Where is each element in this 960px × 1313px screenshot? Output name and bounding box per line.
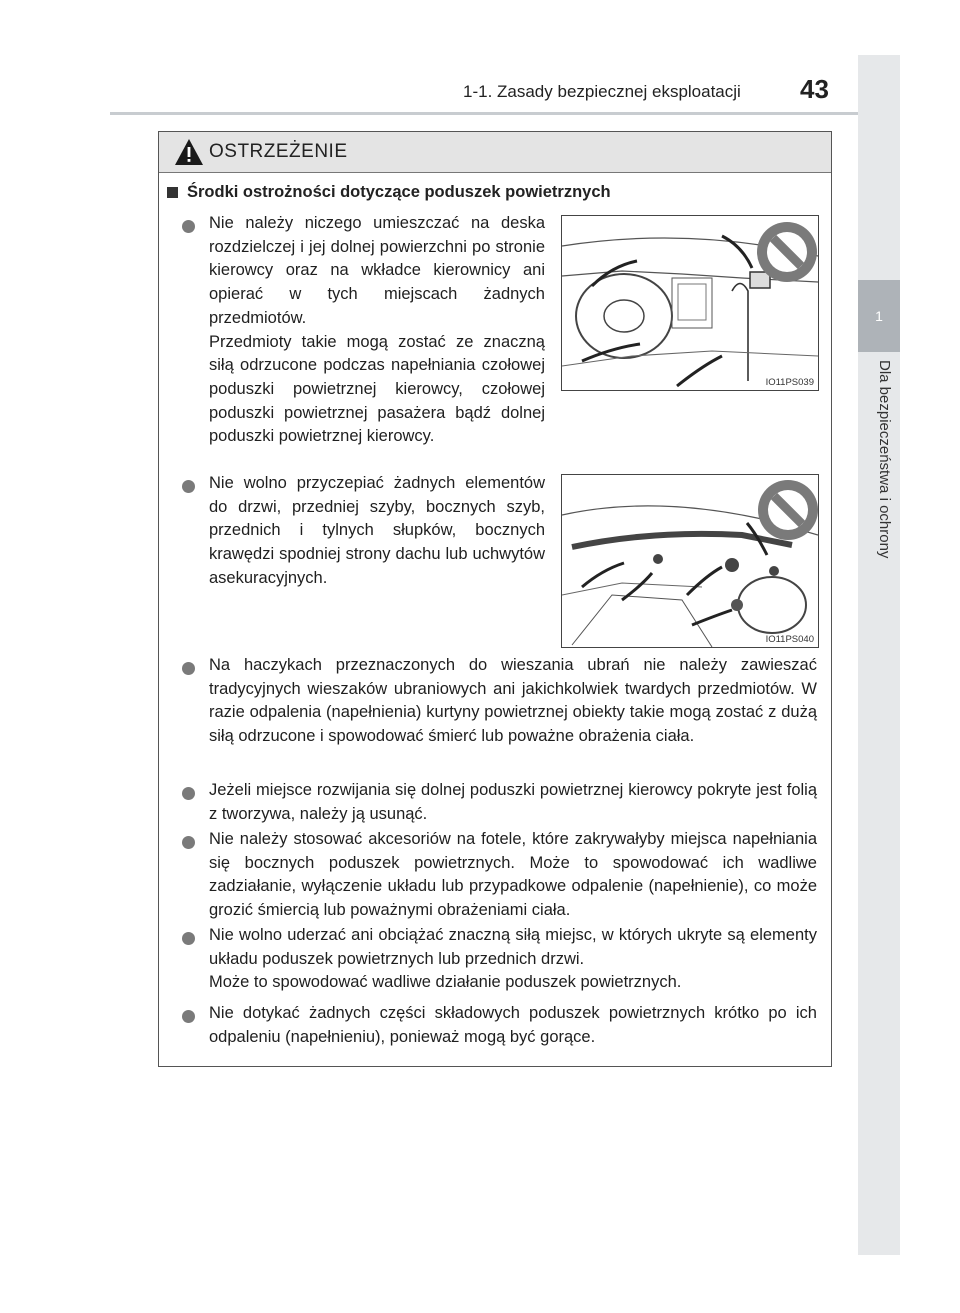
chapter-number: 1	[858, 280, 900, 352]
warning-item-6-text: Nie wolno uderzać ani obciążać znaczną siłą miejsc, w których ukryte są elementy układu poduszek powietrznych lub przednich drzwi.	[209, 926, 817, 968]
bullet-icon	[182, 662, 195, 675]
bullet-icon	[182, 480, 195, 493]
figure-code: IO11PS040	[765, 634, 814, 645]
prohibition-icon	[758, 480, 818, 540]
warning-box	[158, 131, 832, 1067]
warning-item-1	[209, 212, 545, 449]
chapter-tab	[858, 55, 900, 1255]
prohibition-icon	[757, 222, 817, 282]
warning-triangle-icon	[174, 138, 204, 166]
interior-illustration	[562, 475, 818, 647]
section-heading	[167, 183, 611, 202]
dashboard-illustration	[562, 216, 818, 390]
figure-dashboard-no-objects	[561, 215, 819, 391]
figure-door-pillars-no-objects	[561, 474, 819, 648]
warning-title: OSTRZEŻENIE	[209, 141, 348, 162]
page-number: 43	[800, 74, 829, 104]
warning-item-2: Nie wolno przyczepiać żadnych elementów do drzwi, przedniej szyby, bocznych szyb, przednich i tylnych słupków, bocznych krawędzi spodniej strony dachu lub uchwytów asekuracyjnych.	[209, 474, 545, 587]
warning-item-1-text: Nie należy niczego umieszczać na deska rozdzielczej i jej dolnej powierzchni po stronie kierowcy oraz na wkładce kierownicy ani opierać w tych miejscach żadnych przedmiotów.	[209, 214, 545, 327]
header-rule	[110, 112, 858, 115]
bullet-icon	[182, 932, 195, 945]
warning-item-6	[209, 924, 817, 995]
warning-item-3: Na haczykach przeznaczonych do wieszania ubrań nie należy zawieszać tradycyjnych wieszaków ubraniowych ani jakichkolwiek twardych przedmiotów. W razie odpalenia (napełnienia) kurtyny powietrznej obiekty takie mogą zostać z dużą siłą odrzucone i spowodować śmierć lub poważne obrażenia ciała.	[209, 656, 817, 746]
warning-item-7: Nie dotykać żadnych części składowych poduszek powietrznych krótko po ich odpaleniu (napełnieniu), ponieważ mogą być gorące.	[209, 1004, 817, 1046]
bullet-icon	[182, 220, 195, 233]
warning-item-6-continued: Może to spowodować wadliwe działanie poduszek powietrznych.	[209, 973, 682, 992]
bullet-icon	[182, 836, 195, 849]
section-heading-text: Środki ostrożności dotyczące poduszek powietrznych	[187, 183, 611, 201]
warning-item-4: Jeżeli miejsce rozwijania się dolnej poduszki powietrznej kierowcy pokryte jest folią z tworzywa, należy ją usunąć.	[209, 781, 817, 823]
warning-header	[159, 132, 831, 173]
figure-code: IO11PS039	[765, 377, 814, 388]
bullet-icon	[182, 787, 195, 800]
square-bullet-icon	[167, 187, 178, 198]
running-header: 1-1. Zasady bezpiecznej eksploatacji	[463, 82, 741, 101]
warning-item-5: Nie należy stosować akcesoriów na fotele, które zakrywałyby miejsca napełniania się bocznych poduszek powietrznych. Może to spowodować ich wadliwe zadziałanie, wyłączenie układu lub przypadkowe odpalenie (napełnienie), co może grozić śmiercią lub poważnymi obrażeniami ciała.	[209, 830, 817, 920]
chapter-title: Dla bezpieczeństwa i ochrony	[876, 360, 893, 559]
bullet-icon	[182, 1010, 195, 1023]
warning-item-1-continued: Przedmioty takie mogą zostać ze znaczną siłą odrzucone podczas napełniania czołowej poduszki powietrznej kierowcy, czołowej poduszki powietrznej pasażera bądź dolnej poduszki powietrznej kierowcy.	[209, 332, 545, 446]
